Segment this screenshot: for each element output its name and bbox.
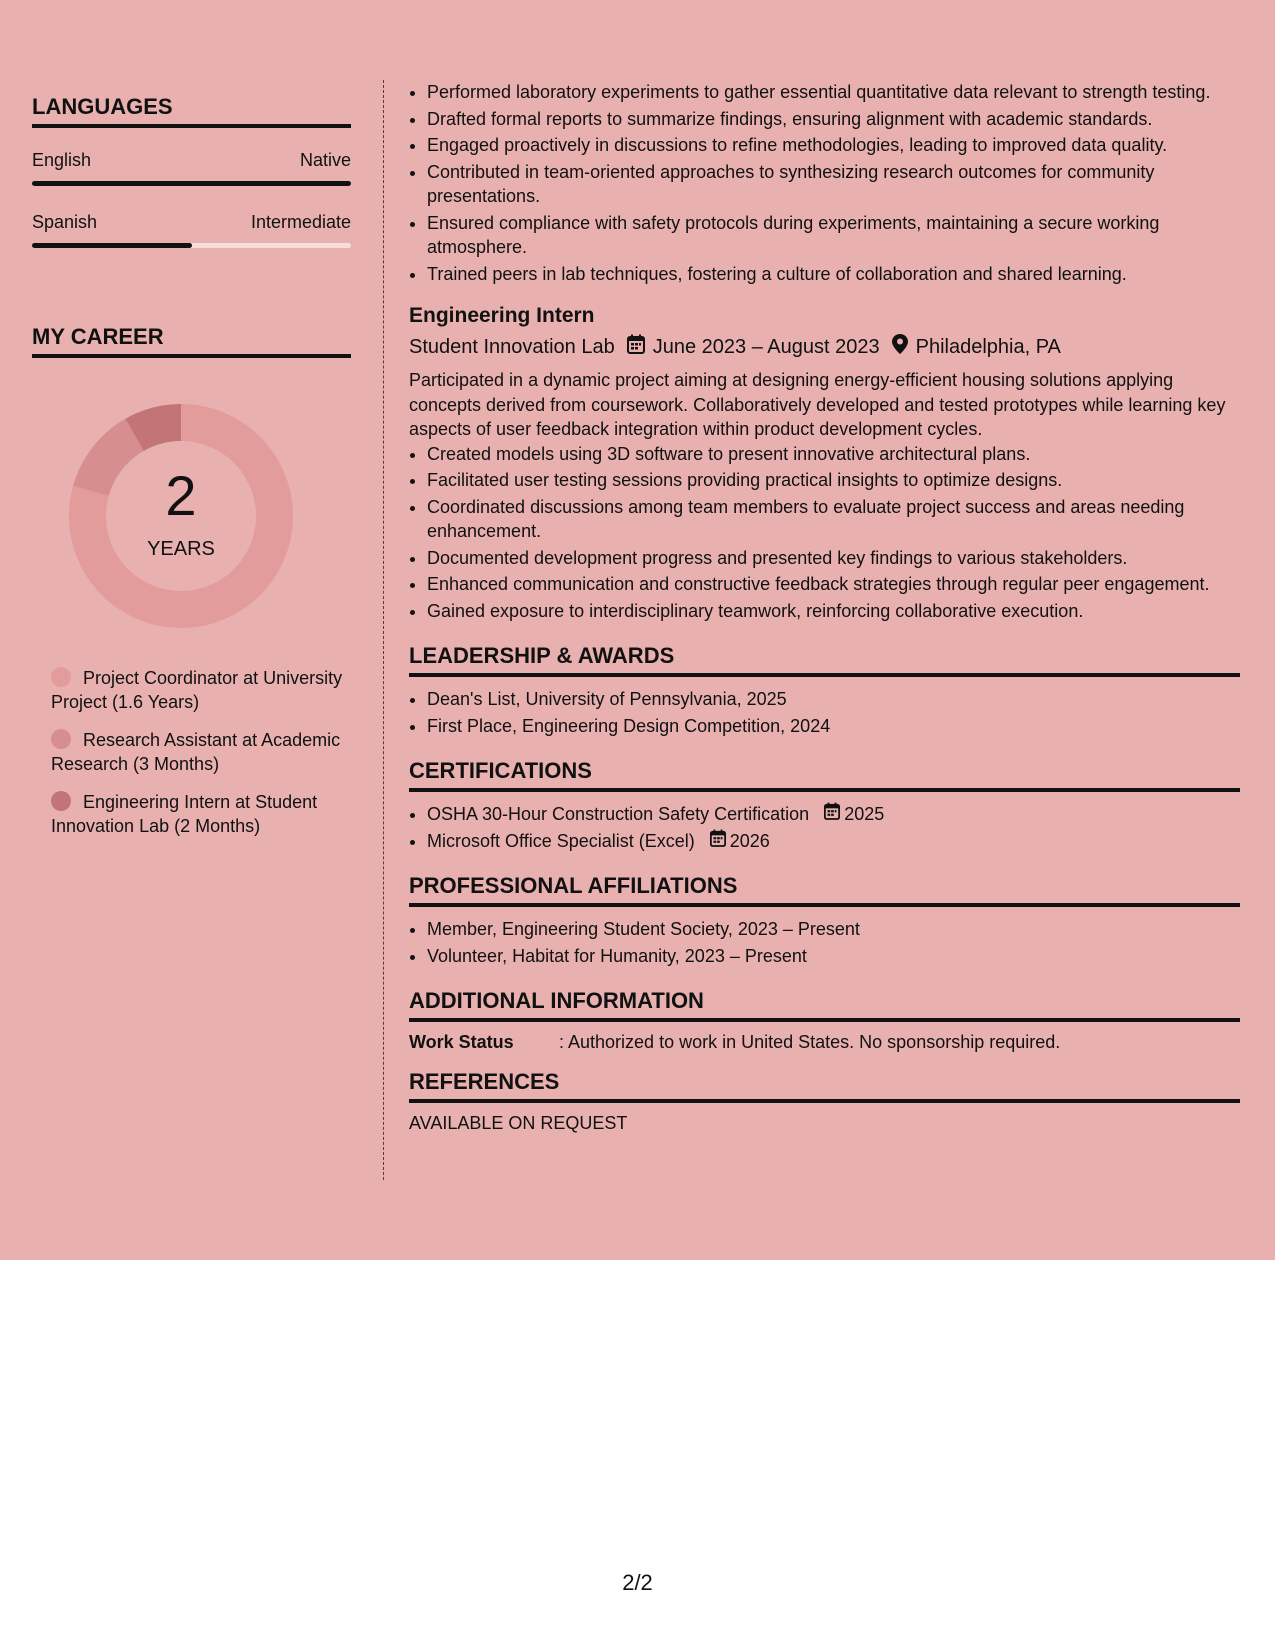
leadership-section [409, 643, 1240, 738]
career-section [32, 324, 351, 838]
job-bullets [409, 442, 1240, 624]
job-dates: June 2023 – August 2023 [652, 335, 880, 358]
certifications-title: CERTIFICATIONS [409, 758, 1240, 792]
work-status-row [409, 1032, 1240, 1053]
legend-dot [51, 667, 71, 687]
certification-item [427, 829, 1240, 854]
language-name: Spanish [32, 212, 98, 232]
languages-section [32, 94, 351, 248]
references-title: REFERENCES [409, 1069, 1240, 1103]
language-name: English [32, 150, 92, 170]
bullet-item: • Engaged proactively in discussions to refine methodologies, leading to improved data quality. [427, 133, 1240, 158]
award-item: • Dean's List, University of Pennsylvania, 2025 [427, 687, 1240, 712]
job-entry [409, 304, 1240, 623]
language-bar [32, 243, 351, 248]
left-column [32, 94, 351, 852]
language-spanish [32, 212, 351, 248]
right-column [409, 80, 1240, 1134]
legend-item [51, 790, 351, 838]
certification-item [427, 802, 1240, 827]
language-level: Intermediate [250, 212, 351, 232]
language-english [32, 150, 351, 186]
career-title: MY CAREER [32, 324, 351, 358]
career-donut-chart [67, 402, 295, 630]
column-divider [383, 80, 384, 1180]
bullet-item: • Trained peers in lab techniques, fostering a culture of collaboration and shared learning. [427, 262, 1240, 287]
certification-date: 2025 [844, 804, 885, 824]
bullet-item: • Drafted formal reports to summarize findings, ensuring alignment with academic standards. [427, 107, 1240, 132]
job-company: Student Innovation Lab [409, 335, 615, 358]
legend-label: Project Coordinator at University Project (1.6 Years) [51, 668, 343, 712]
career-total-unit: YEARS [147, 538, 215, 560]
award-item: • First Place, Engineering Design Competition, 2024 [427, 714, 1240, 739]
certifications-section [409, 758, 1240, 853]
legend-dot [51, 791, 71, 811]
legend-label: Engineering Intern at Student Innovation Lab (2 Months) [51, 792, 318, 836]
career-legend [51, 666, 351, 838]
bullet-item: • Facilitated user testing sessions providing practical insights to optimize designs. [427, 468, 1240, 493]
language-bar-fill [32, 181, 351, 186]
job-title: Engineering Intern [409, 304, 595, 327]
additional-info-section [409, 988, 1240, 1053]
legend-item [51, 728, 351, 776]
calendar-icon [824, 802, 840, 827]
bullet-item: • Gained exposure to interdisciplinary teamwork, reinforcing collaborative execution. [427, 599, 1240, 624]
references-text: AVAILABLE ON REQUEST [409, 1113, 628, 1133]
leadership-title: LEADERSHIP & AWARDS [409, 643, 1240, 677]
location-pin-icon [892, 334, 908, 360]
job-description: Participated in a dynamic project aiming at designing energy-efficient housing solutions applying concepts derived from coursework. Collaboratively developed and tested prototypes while learning key aspects of user feedback integration within product development cycles. [409, 370, 1226, 439]
affiliations-section [409, 873, 1240, 968]
career-total-value: 2 [165, 464, 197, 527]
calendar-icon [627, 334, 645, 360]
bullet-item: • Created models using 3D software to present innovative architectural plans. [427, 442, 1240, 467]
references-section [409, 1069, 1240, 1134]
bullet-item: • Coordinated discussions among team members to evaluate project success and areas needing enhancement. [427, 495, 1240, 544]
bullet-item: • Enhanced communication and constructive feedback strategies through regular peer engagement. [427, 572, 1240, 597]
work-status-label: Work Status [409, 1032, 514, 1052]
work-status-value: : Authorized to work in United States. No sponsorship required. [559, 1032, 1061, 1052]
language-bar-fill [32, 243, 192, 248]
legend-label: Research Assistant at Academic Research (3 Months) [51, 730, 341, 774]
bullet-item: • Contributed in team-oriented approaches to synthesizing research outcomes for community presentations. [427, 160, 1240, 209]
bullet-item: • Ensured compliance with safety protocols during experiments, maintaining a secure working atmosphere. [427, 211, 1240, 260]
legend-dot [51, 729, 71, 749]
page-number: 2/2 [622, 1570, 653, 1595]
job-meta [409, 334, 1240, 360]
certification-name: Microsoft Office Specialist (Excel) [427, 830, 695, 851]
certification-date: 2026 [729, 830, 770, 851]
affiliations-title: PROFESSIONAL AFFILIATIONS [409, 873, 1240, 907]
job-location: Philadelphia, PA [915, 335, 1061, 358]
certification-name: OSHA 30-Hour Construction Safety Certification [427, 804, 810, 824]
legend-item [51, 666, 351, 714]
previous-job-bullets [409, 80, 1240, 286]
language-level: Native [299, 150, 351, 170]
affiliation-item: • Volunteer, Habitat for Humanity, 2023 – Present [427, 944, 1240, 969]
bullet-item: • Documented development progress and presented key findings to various stakeholders. [427, 546, 1240, 571]
bullet-item: • Performed laboratory experiments to gather essential quantitative data relevant to strength testing. [427, 80, 1240, 105]
affiliation-item: • Member, Engineering Student Society, 2023 – Present [427, 917, 1240, 942]
languages-title: LANGUAGES [32, 94, 351, 128]
calendar-icon [710, 829, 726, 854]
language-bar [32, 181, 351, 186]
additional-info-title: ADDITIONAL INFORMATION [409, 988, 1240, 1022]
